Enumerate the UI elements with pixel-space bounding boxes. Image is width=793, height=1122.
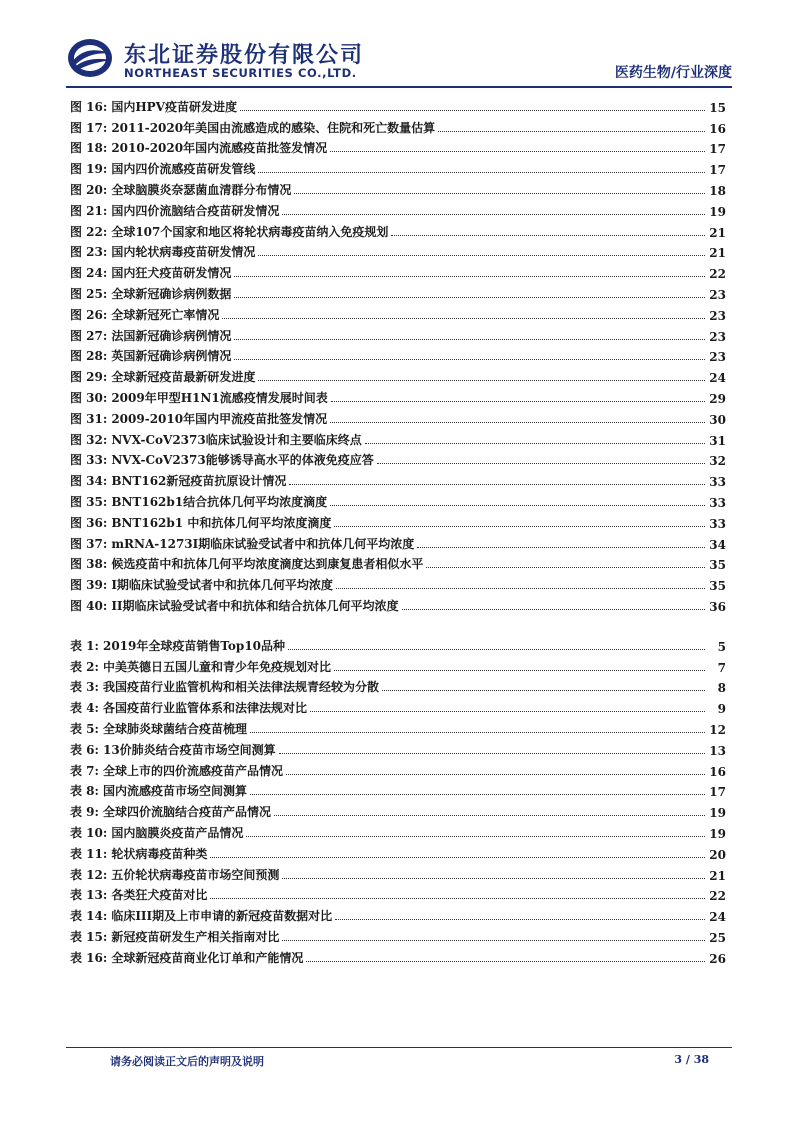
toc-dot-leader [334,526,705,527]
toc-entry-number: 图 34: [70,474,108,489]
toc-entry-number: 图 33: [70,453,108,468]
toc-entry-title: 2009年甲型H1N1流感疫情发展时间表 [111,390,328,405]
figure-toc-row[interactable] [70,385,726,406]
toc-entry-title: 国内四价流脑结合疫苗研发情况 [111,203,280,218]
figure-toc-row[interactable] [70,115,726,136]
toc-dot-leader [234,359,705,360]
toc-entry-page: 16 [709,121,726,136]
toc-entry-page: 8 [717,681,726,696]
toc-entry-title: 2011-2020年美国由流感造成的感染、住院和死亡数量估算 [111,120,436,135]
figure-toc-row[interactable] [70,281,726,302]
table-toc-row[interactable] [70,924,726,945]
toc-entry-number: 表 9: [70,805,99,820]
toc-entry-page: 35 [709,558,726,573]
toc-entry-page: 21 [709,868,726,883]
page-header [66,28,732,88]
toc-entry-page: 24 [709,371,726,386]
toc-entry-page: 7 [717,660,726,675]
toc-entry-title: 全球新冠死亡率情况 [111,307,220,322]
company-name-en: NORTHEAST SECURITIES CO.,LTD. [124,66,357,80]
toc-entry-page: 23 [709,329,726,344]
figure-toc-row[interactable] [70,468,726,489]
toc-dot-leader [282,940,705,941]
toc-dot-leader [258,255,705,256]
figure-toc-row[interactable] [70,489,726,510]
toc-entry-number: 图 24: [70,266,108,281]
toc-entry-number: 图 28: [70,349,108,364]
table-toc-row[interactable] [70,862,726,883]
table-toc-row[interactable] [70,737,726,758]
toc-entry-number: 图 16: [70,99,108,114]
toc-entry-number: 图 27: [70,328,108,343]
toc-entry-page: 25 [709,930,726,945]
table-toc-row[interactable] [70,903,726,924]
toc-dot-leader [377,463,705,464]
toc-entry-page: 33 [709,516,726,531]
figures-toc [70,94,726,614]
table-toc-row[interactable] [70,841,726,862]
toc-entry-page: 33 [709,495,726,510]
toc-entry-title: 全球肺炎球菌结合疫苗梳理 [102,721,247,736]
toc-dot-leader [334,670,705,671]
toc-entry-number: 表 15: [70,929,108,944]
disclaimer-note: 请务必阅读正文后的声明及说明 [110,1055,264,1068]
figure-toc-row[interactable] [70,427,726,448]
toc-entry-number: 表 14: [70,909,108,924]
toc-entry-page: 21 [709,225,726,240]
toc-dot-leader [335,919,705,920]
figure-toc-row[interactable] [70,406,726,427]
figure-toc-row[interactable] [70,156,726,177]
toc-entry-number: 图 20: [70,182,108,197]
toc-dot-leader [210,857,705,858]
toc-entry-title: 2009-2010年国内甲流疫苗批签发情况 [111,411,328,426]
figure-toc-row[interactable] [70,94,726,115]
toc-dot-leader [365,443,705,444]
toc-entry-title: 我国疫苗行业监管机构和相关法律法规青经较为分散 [102,680,379,695]
tables-toc [70,633,726,966]
toc-entry-number: 图 39: [70,578,108,593]
figure-toc-row[interactable] [70,260,726,281]
table-toc-row[interactable] [70,633,726,654]
figure-toc-row[interactable] [70,323,726,344]
toc-entry-title: 全球新冠确诊病例数据 [111,286,232,301]
figure-toc-row[interactable] [70,198,726,219]
toc-entry-page: 17 [709,142,726,157]
figure-toc-row[interactable] [70,593,726,614]
toc-entry-page: 15 [709,100,726,115]
toc-entry-number: 图 22: [70,224,108,239]
toc-entry-title: II期临床试验受试者中和抗体和结合抗体几何平均浓度 [111,598,399,613]
toc-entry-number: 图 23: [70,245,108,260]
toc-entry-title: 国内HPV疫苗研发进度 [111,99,237,114]
toc-entry-title: 全球上市的四价流感疫苗产品情况 [102,763,283,778]
toc-entry-number: 表 5: [70,721,99,736]
toc-entry-title: BNT162b1 中和抗体几何平均浓度滴度 [111,515,332,530]
toc-entry-number: 图 21: [70,203,108,218]
toc-entry-page: 19 [709,204,726,219]
toc-entry-page: 29 [709,391,726,406]
figure-toc-row[interactable] [70,344,726,365]
toc-entry-page: 13 [709,743,726,758]
toc-dot-leader [234,276,705,277]
toc-entry-page: 36 [709,599,726,614]
figure-toc-row[interactable] [70,136,726,157]
table-toc-row[interactable] [70,695,726,716]
toc-entry-page: 17 [709,163,726,178]
toc-entry-page: 5 [717,639,726,654]
toc-entry-page: 23 [709,287,726,302]
toc-entry-page: 18 [709,183,726,198]
page-number: 3 / 38 [674,1053,709,1066]
toc-dot-leader [330,422,705,423]
toc-entry-title: 法国新冠确诊病例情况 [111,328,232,343]
toc-dot-leader [289,484,705,485]
toc-entry-number: 图 26: [70,307,108,322]
toc-entry-title: 国内四价流感疫苗研发管线 [111,162,256,177]
toc-entry-number: 图 37: [70,536,108,551]
figure-toc-row[interactable] [70,177,726,198]
toc-entry-title: 中美英德日五国儿童和青少年免疫规划对比 [102,659,331,674]
figure-toc-row[interactable] [70,302,726,323]
toc-entry-title: 国内轮状病毒疫苗研发情况 [111,245,256,260]
toc-entry-title: I期临床试验受试者中和抗体几何平均浓度 [111,578,333,593]
table-toc-row[interactable] [70,779,726,800]
toc-dot-leader [258,172,705,173]
toc-dot-leader [234,297,705,298]
toc-entry-title: 国内脑膜炎疫苗产品情况 [111,825,244,840]
table-toc-row[interactable] [70,654,726,675]
toc-dot-leader [331,401,705,402]
toc-entry-number: 图 32: [70,432,108,447]
toc-entry-title: 全球新冠疫苗最新研发进度 [111,370,256,385]
table-toc-row[interactable] [70,945,726,966]
header-divider [66,86,732,88]
toc-dot-leader [250,732,705,733]
figure-toc-row[interactable] [70,510,726,531]
toc-entry-number: 表 12: [70,867,108,882]
figure-toc-row[interactable] [70,240,726,261]
toc-entry-page: 24 [709,910,726,925]
toc-dot-leader [250,794,705,795]
toc-dot-leader [336,588,705,589]
toc-dot-leader [222,318,705,319]
toc-entry-number: 表 10: [70,825,108,840]
section-tag: 医药生物/行业深度 [614,65,732,81]
toc-entry-number: 图 29: [70,370,108,385]
toc-entry-page: 22 [709,889,726,904]
figure-toc-row[interactable] [70,364,726,385]
figure-toc-row[interactable] [70,219,726,240]
toc-entry-title: 全球脑膜炎奈瑟菌血清群分布情况 [111,182,292,197]
toc-dot-leader [282,878,705,879]
toc-dot-leader [279,753,705,754]
toc-entry-title: 五价轮状病毒疫苗市场空间预测 [111,867,280,882]
figure-toc-row[interactable] [70,448,726,469]
toc-entry-title: NVX-CoV2373临床试验设计和主要临床终点 [111,432,362,447]
toc-entry-page: 22 [709,267,726,282]
table-toc-row[interactable] [70,716,726,737]
toc-entry-page: 16 [709,764,726,779]
toc-entry-title: 英国新冠确诊病例情况 [111,349,232,364]
toc-entry-page: 23 [709,350,726,365]
toc-dot-leader [246,836,705,837]
toc-entry-title: 各国疫苗行业监管体系和法律法规对比 [102,701,307,716]
toc-entry-number: 图 35: [70,494,108,509]
toc-dot-leader [310,711,705,712]
toc-entry-page: 9 [717,702,726,717]
table-toc-row[interactable] [70,883,726,904]
toc-dot-leader [286,774,705,775]
toc-entry-page: 31 [709,433,726,448]
toc-entry-title: 全球新冠疫苗商业化订单和产能情况 [111,950,304,965]
toc-dot-leader [288,649,705,650]
toc-entry-page: 33 [709,475,726,490]
toc-entry-number: 图 38: [70,557,108,572]
toc-dot-leader [210,898,705,899]
toc-entry-page: 20 [709,847,726,862]
toc-entry-title: 全球四价流脑结合疫苗产品情况 [102,805,271,820]
toc-dot-leader [274,815,705,816]
toc-entry-title: 国内狂犬疫苗研发情况 [111,266,232,281]
toc-entry-number: 表 2: [70,659,99,674]
toc-entry-number: 图 30: [70,390,108,405]
toc-entry-number: 表 7: [70,763,99,778]
toc-dot-leader [240,110,705,111]
toc-entry-number: 图 17: [70,120,108,135]
company-name-cn: 东北证券股份有限公司 [124,43,365,68]
toc-entry-title: BNT162新冠疫苗抗原设计情况 [111,474,287,489]
toc-entry-number: 图 25: [70,286,108,301]
toc-dot-leader [382,690,705,691]
table-toc-row[interactable] [70,799,726,820]
toc-entry-number: 图 31: [70,411,108,426]
toc-entry-title: 2019年全球疫苗销售Top10品种 [102,638,286,653]
footer-divider [66,1047,732,1048]
northeast-securities-logo-icon [66,36,118,80]
toc-entry-number: 表 13: [70,888,108,903]
toc-entry-page: 35 [709,579,726,594]
toc-entry-page: 19 [709,806,726,821]
toc-dot-leader [391,235,705,236]
toc-dot-leader [330,151,705,152]
table-toc-row[interactable] [70,820,726,841]
toc-entry-title: mRNA-1273I期临床试验受试者中和抗体几何平均浓度 [111,536,415,551]
toc-entry-title: 国内流感疫苗市场空间测算 [102,784,247,799]
toc-entry-number: 表 4: [70,701,99,716]
toc-dot-leader [258,380,705,381]
toc-entry-number: 表 11: [70,846,108,861]
toc-entry-title: 13价肺炎结合疫苗市场空间测算 [102,742,276,757]
table-toc-row[interactable] [70,758,726,779]
toc-entry-title: 候选疫苗中和抗体几何平均浓度滴度达到康复患者相似水平 [111,557,424,572]
toc-entry-number: 图 36: [70,515,108,530]
toc-dot-leader [402,609,705,610]
toc-dot-leader [282,214,705,215]
toc-entry-title: 全球107个国家和地区将轮状病毒疫苗纳入免疫规划 [111,224,389,239]
toc-entry-page: 19 [709,826,726,841]
toc-entry-number: 图 40: [70,598,108,613]
figure-toc-row[interactable] [70,552,726,573]
toc-entry-title: 新冠疫苗研发生产相关指南对比 [111,929,280,944]
figure-toc-row[interactable] [70,531,726,552]
toc-dot-leader [438,131,705,132]
toc-dot-leader [330,505,705,506]
toc-entry-title: NVX-CoV2373能够诱导高水平的体液免疫应答 [111,453,374,468]
toc-dot-leader [306,961,705,962]
toc-entry-page: 23 [709,308,726,323]
toc-entry-page: 21 [709,246,726,261]
toc-entry-number: 表 3: [70,680,99,695]
toc-entry-number: 表 6: [70,742,99,757]
toc-dot-leader [234,339,705,340]
toc-entry-page: 26 [709,951,726,966]
toc-entry-number: 表 1: [70,638,99,653]
toc-entry-title: 各类狂犬疫苗对比 [111,888,208,903]
table-toc-row[interactable] [70,675,726,696]
toc-entry-title: BNT162b1结合抗体几何平均浓度滴度 [111,494,328,509]
toc-entry-page: 30 [709,412,726,427]
toc-entry-page: 34 [709,537,726,552]
toc-entry-number: 表 8: [70,784,99,799]
toc-entry-title: 临床III期及上市申请的新冠疫苗数据对比 [111,909,333,924]
toc-dot-leader [417,547,705,548]
toc-entry-title: 2010-2020年国内流感疫苗批签发情况 [111,141,328,156]
toc-entry-number: 表 16: [70,950,108,965]
toc-dot-leader [426,567,705,568]
figure-toc-row[interactable] [70,572,726,593]
toc-entry-title: 轮状病毒疫苗种类 [111,846,208,861]
toc-entry-number: 图 19: [70,162,108,177]
toc-entry-page: 32 [709,454,726,469]
toc-entry-page: 17 [709,785,726,800]
toc-entry-page: 12 [709,722,726,737]
toc-entry-number: 图 18: [70,141,108,156]
toc-dot-leader [294,193,705,194]
